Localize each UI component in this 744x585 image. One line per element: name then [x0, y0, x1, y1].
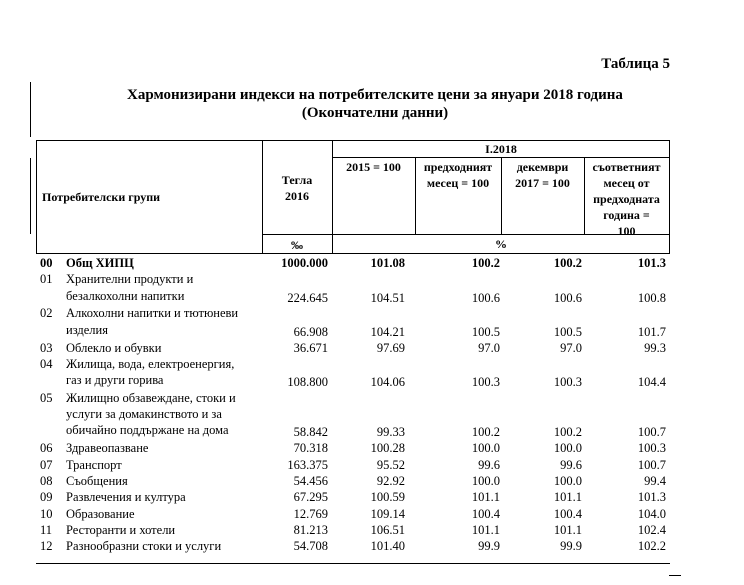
- row-name: услуги за домакинството и за: [66, 407, 222, 422]
- table-row: [0, 539, 744, 555]
- row-code: 05: [40, 390, 53, 405]
- row-value: 100.59: [370, 490, 405, 505]
- row-weight: 1000.000: [281, 256, 328, 270]
- header-col-line: 2017 = 100: [515, 176, 570, 190]
- row-name: Разнообразни стоки и услуги: [66, 539, 222, 554]
- row-value: 100.6: [553, 290, 582, 305]
- row-code: 00: [40, 256, 53, 270]
- row-weight: 81.213: [293, 522, 328, 537]
- row-weight: 67.295: [293, 490, 328, 505]
- row-name: обичайно поддържане на дома: [66, 423, 229, 438]
- row-value: 101.40: [370, 539, 405, 554]
- row-code: 06: [40, 441, 53, 456]
- row-code: 02: [40, 306, 53, 321]
- row-weight: 58.842: [293, 425, 328, 440]
- header-col-2: [415, 159, 501, 191]
- row-value: 101.3: [637, 256, 666, 270]
- row-code: 07: [40, 457, 53, 472]
- page-title: [60, 86, 690, 122]
- row-value: 101.1: [553, 490, 582, 505]
- row-code: 12: [40, 539, 53, 554]
- row-weight: 54.708: [293, 539, 328, 554]
- row-value: 100.3: [637, 441, 666, 456]
- row-value: 100.28: [370, 441, 405, 456]
- row-value: 100.3: [471, 375, 500, 390]
- row-name: Хранителни продукти и: [66, 272, 194, 287]
- row-code: 10: [40, 506, 53, 521]
- header-col-4: [584, 159, 669, 239]
- row-weight: 12.769: [293, 506, 328, 521]
- row-value: 101.1: [553, 522, 582, 537]
- row-value: 99.33: [376, 425, 405, 440]
- row-weight: 224.645: [287, 290, 328, 305]
- table-row: [0, 490, 744, 506]
- table-row: [0, 306, 744, 339]
- row-value: 102.4: [637, 522, 666, 537]
- row-value: 100.0: [471, 473, 500, 488]
- row-value: 101.3: [637, 490, 666, 505]
- row-value: 100.2: [471, 425, 500, 440]
- row-weight: 70.318: [293, 441, 328, 456]
- header-groups: Потребителски групи: [42, 190, 161, 204]
- table-bottom-border: [36, 563, 670, 564]
- row-value: 99.9: [560, 539, 582, 554]
- table-number: Таблица 5: [601, 56, 670, 72]
- row-value: 99.6: [478, 457, 500, 472]
- row-weight: 66.908: [293, 324, 328, 339]
- row-value: 100.7: [637, 457, 666, 472]
- header-period: I.2018: [485, 142, 517, 156]
- row-value: 100.2: [471, 256, 500, 270]
- row-value: 106.51: [370, 522, 405, 537]
- row-weight: 36.671: [293, 340, 328, 355]
- row-value: 99.6: [560, 457, 582, 472]
- row-name: Транспорт: [66, 457, 122, 472]
- header-col-line: съответният: [592, 160, 661, 174]
- row-value: 100.4: [553, 506, 582, 521]
- header-weight-line2: 2016: [285, 189, 309, 203]
- row-weight: 54.456: [293, 473, 328, 488]
- header-weight-unit: ‰: [291, 238, 303, 252]
- header-weight-line1: Тегла: [281, 173, 313, 187]
- row-value: 104.4: [637, 375, 666, 390]
- row-weight: 163.375: [287, 457, 328, 472]
- row-value: 99.3: [644, 340, 666, 355]
- header-percent-unit: %: [495, 237, 507, 251]
- row-value: 100.0: [553, 441, 582, 456]
- table-row: [0, 441, 744, 457]
- table-row: [0, 523, 744, 539]
- table-row: [0, 272, 744, 305]
- table-row: [0, 458, 744, 474]
- row-weight: 108.800: [287, 375, 328, 390]
- table-row: [0, 474, 744, 490]
- row-value: 97.69: [376, 340, 405, 355]
- row-value: 100.5: [471, 324, 500, 339]
- header-col-1: [332, 159, 415, 175]
- row-value: 100.4: [471, 506, 500, 521]
- row-code: 04: [40, 356, 53, 371]
- row-value: 97.0: [560, 340, 582, 355]
- row-value: 100.2: [553, 256, 582, 270]
- row-code: 03: [40, 340, 53, 355]
- table-row: [0, 391, 744, 440]
- row-value: 100.5: [553, 324, 582, 339]
- row-name: Алкохолни напитки и тютюневи: [66, 306, 239, 321]
- row-name: безалкохолни напитки: [66, 288, 185, 303]
- header-col-line: месец = 100: [426, 176, 490, 190]
- header-col-line: 2015 = 100: [346, 160, 401, 174]
- row-value: 99.9: [478, 539, 500, 554]
- row-code: 09: [40, 490, 53, 505]
- row-value: 100.2: [553, 425, 582, 440]
- row-value: 100.8: [637, 290, 666, 305]
- row-value: 99.4: [644, 473, 666, 488]
- row-value: 101.7: [637, 324, 666, 339]
- row-value: 109.14: [370, 506, 405, 521]
- row-value: 102.2: [637, 539, 666, 554]
- row-name: Ресторанти и хотели: [66, 522, 176, 537]
- row-value: 104.06: [370, 375, 405, 390]
- header-col-line: месец от: [603, 176, 650, 190]
- header-weight: [262, 172, 332, 204]
- row-value: 100.7: [637, 425, 666, 440]
- row-value: 100.3: [553, 375, 582, 390]
- table-row: [0, 507, 744, 523]
- footer-mark: [669, 575, 681, 576]
- row-name: Общ ХИПЦ: [66, 256, 134, 270]
- table-left-border: [36, 140, 37, 254]
- row-value: 104.0: [637, 506, 666, 521]
- row-code: 11: [40, 522, 53, 537]
- row-value: 100.6: [471, 290, 500, 305]
- header-col-line: предходният: [423, 160, 493, 174]
- row-value: 92.92: [376, 473, 405, 488]
- title-line-1: Хармонизирани индекси на потребителските цени за януари 2018 година: [127, 87, 623, 103]
- header-col-line: предходната: [593, 192, 660, 206]
- header-col-line: година =: [603, 208, 650, 222]
- row-code: 01: [40, 272, 53, 287]
- table-row: [0, 341, 744, 357]
- row-value: 101.08: [370, 256, 405, 270]
- header-col-3: [501, 159, 584, 191]
- table-row: [0, 357, 744, 390]
- row-name: газ и други горива: [66, 373, 164, 388]
- row-name: Образование: [66, 506, 135, 521]
- row-name: Жилища, вода, електроенергия,: [66, 356, 235, 371]
- row-name: Развлечения и култура: [66, 490, 186, 505]
- title-line-2: (Окончателни данни): [301, 105, 449, 121]
- row-name: Съобщения: [66, 473, 128, 488]
- row-value: 104.51: [370, 290, 405, 305]
- row-value: 101.1: [471, 522, 500, 537]
- margin-line: [30, 82, 31, 137]
- row-value: 100.0: [553, 473, 582, 488]
- row-value: 97.0: [478, 340, 500, 355]
- row-value: 104.21: [370, 324, 405, 339]
- row-value: 101.1: [471, 490, 500, 505]
- row-value: 95.52: [376, 457, 405, 472]
- table-row: [0, 256, 744, 272]
- margin-line: [30, 158, 31, 234]
- header-col-line: 100: [617, 224, 636, 238]
- row-code: 08: [40, 473, 53, 488]
- row-name: Жилищно обзавеждане, стоки и: [66, 390, 236, 405]
- header-col-line: декември: [516, 160, 569, 174]
- row-name: Здравеопазване: [66, 441, 149, 456]
- header-bottom-border: [36, 253, 670, 254]
- row-value: 100.0: [471, 441, 500, 456]
- row-name: изделия: [66, 322, 108, 337]
- row-name: Облекло и обувки: [66, 340, 162, 355]
